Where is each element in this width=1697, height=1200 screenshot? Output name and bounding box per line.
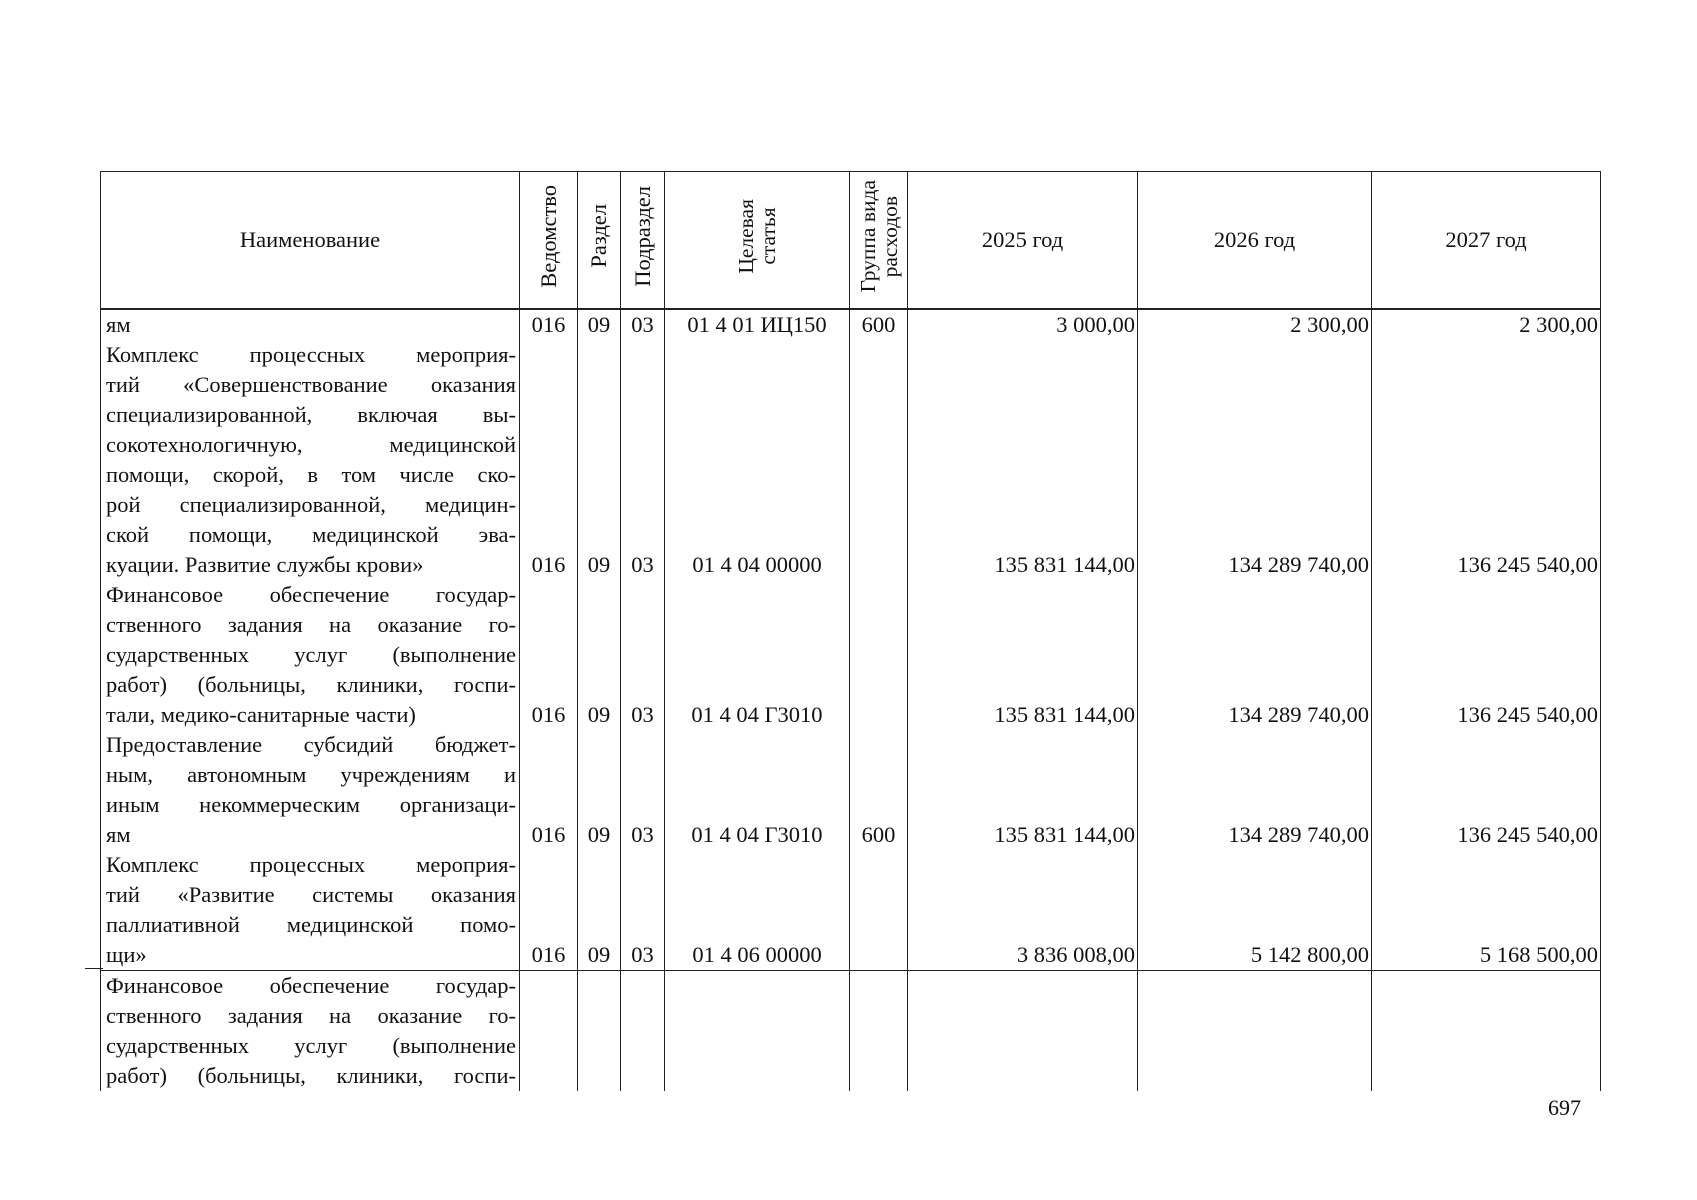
header-section-label: Раздел — [586, 204, 611, 268]
row-2026: 134 289 740,00 — [1138, 730, 1372, 850]
row-2025: 135 831 144,00 — [908, 730, 1138, 850]
row-name-line: помощи, скорой, в том числе ско- — [106, 462, 516, 487]
row-section: 09 — [578, 850, 621, 971]
header-2025: 2025 год — [908, 172, 1138, 310]
row-name-line: щи» — [106, 942, 147, 967]
row-2027: 136 245 540,00 — [1372, 340, 1601, 580]
table-row-continued — [101, 971, 1601, 1092]
row-2025: 3 000,00 — [908, 309, 1138, 340]
row-name-line: работ) (больницы, клиники, госпи- — [106, 1063, 516, 1088]
row-2026: 5 142 800,00 — [1138, 850, 1372, 971]
table-row — [101, 730, 1601, 850]
row-dept: 016 — [520, 850, 578, 971]
row-target: 01 4 04 Г3010 — [665, 580, 850, 730]
row-2025: 3 836 008,00 — [908, 850, 1138, 971]
row-name-line: тий «Развитие системы оказания — [106, 882, 516, 907]
row-name-line: Предоставление субсидий бюджет- — [106, 732, 516, 757]
row-name — [101, 309, 520, 340]
header-target-label — [735, 199, 779, 274]
header-subsection-label: Подраздел — [629, 185, 655, 287]
row-subsection: 03 — [621, 340, 665, 580]
header-2027: 2027 год — [1372, 172, 1601, 310]
row-name-line: ственного задания на оказание го- — [106, 612, 516, 637]
row-name-line: тий «Совершенствование оказания — [106, 372, 516, 397]
row-name — [101, 850, 520, 971]
row-name-line: специализированной, включая вы- — [106, 402, 516, 427]
header-dept-label: Ведомство — [535, 184, 561, 288]
row-2026: 134 289 740,00 — [1138, 340, 1372, 580]
row-name-line: ям — [106, 822, 131, 847]
row-group: 600 — [850, 730, 908, 850]
row-name-line: ям — [106, 312, 131, 337]
header-2026: 2026 год — [1138, 172, 1372, 310]
row-group — [850, 850, 908, 971]
row-name-line: Комплекс процессных мероприя- — [106, 852, 516, 877]
row-group — [850, 340, 908, 580]
row-name-line: ской помощи, медицинской эва- — [106, 522, 516, 547]
row-target: 01 4 06 00000 — [665, 850, 850, 971]
row-name-line: ственного задания на оказание го- — [106, 1003, 516, 1028]
table-header-row — [101, 172, 1601, 310]
header-group — [850, 172, 908, 310]
row-dept: 016 — [520, 340, 578, 580]
row-subsection: 03 — [621, 580, 665, 730]
header-name: Наименование — [101, 172, 520, 310]
row-2026 — [1138, 971, 1372, 1092]
row-target — [665, 971, 850, 1092]
row-dept: 016 — [520, 309, 578, 340]
row-target: 01 4 04 Г3010 — [665, 730, 850, 850]
row-section: 09 — [578, 340, 621, 580]
header-section — [578, 172, 621, 310]
row-2027 — [1372, 971, 1601, 1092]
row-name-line: тали, медико-санитарные части) — [106, 702, 416, 727]
row-subsection: 03 — [621, 850, 665, 971]
row-2027: 5 168 500,00 — [1372, 850, 1601, 971]
table-row — [101, 340, 1601, 580]
row-name — [101, 730, 520, 850]
row-name — [101, 580, 520, 730]
row-group — [850, 580, 908, 730]
table-row — [101, 309, 1601, 340]
row-subsection: 03 — [621, 309, 665, 340]
row-name — [101, 971, 520, 1092]
header-target-line2: статья — [756, 207, 780, 265]
row-section: 09 — [578, 580, 621, 730]
row-target: 01 4 04 00000 — [665, 340, 850, 580]
header-group-label — [857, 180, 901, 292]
row-dept: 016 — [520, 580, 578, 730]
header-group-line1: Группа вида — [855, 179, 880, 293]
row-name-line: сударственных услуг (выполнение — [106, 1033, 516, 1058]
row-target: 01 4 01 ИЦ150 — [665, 309, 850, 340]
table-body — [101, 309, 1601, 1091]
row-name-line: рой специализированной, медицин- — [106, 492, 516, 517]
table-row — [101, 850, 1601, 971]
budget-table — [100, 171, 1601, 1091]
table-row — [101, 580, 1601, 730]
row-2026: 2 300,00 — [1138, 309, 1372, 340]
header-dept — [520, 172, 578, 310]
row-section: 09 — [578, 730, 621, 850]
row-2027: 2 300,00 — [1372, 309, 1601, 340]
row-name-line: куации. Развитие службы крови» — [106, 552, 424, 577]
row-name-line: Финансовое обеспечение государ- — [106, 973, 516, 998]
row-name-line: паллиативной медицинской помо- — [106, 912, 516, 937]
row-2027: 136 245 540,00 — [1372, 730, 1601, 850]
page-number: 697 — [1548, 1095, 1581, 1120]
row-name-line: ным, автономным учреждениям и — [106, 762, 516, 787]
row-dept: 016 — [520, 730, 578, 850]
row-dept — [520, 971, 578, 1092]
row-subsection — [621, 971, 665, 1092]
row-group: 600 — [850, 309, 908, 340]
row-name-line: сударственных услуг (выполнение — [106, 642, 516, 667]
row-name-line: Финансовое обеспечение государ- — [106, 582, 516, 607]
row-subsection: 03 — [621, 730, 665, 850]
row-2025: 135 831 144,00 — [908, 580, 1138, 730]
row-group — [850, 971, 908, 1092]
row-2025: 135 831 144,00 — [908, 340, 1138, 580]
header-group-line2: расходов — [877, 195, 902, 277]
row-2027: 136 245 540,00 — [1372, 580, 1601, 730]
row-section: 09 — [578, 309, 621, 340]
row-name-line: работ) (больницы, клиники, госпи- — [106, 672, 516, 697]
header-target-line1: Целевая — [734, 198, 758, 274]
row-2025 — [908, 971, 1138, 1092]
header-subsection — [621, 172, 665, 310]
header-target — [665, 172, 850, 310]
row-section — [578, 971, 621, 1092]
row-name-line: сокотехнологичную, медицинской — [106, 432, 516, 457]
row-name-line: Комплекс процессных мероприя- — [106, 342, 516, 367]
row-name — [101, 340, 520, 580]
row-2026: 134 289 740,00 — [1138, 580, 1372, 730]
row-name-line: иным некоммерческим организаци- — [106, 792, 516, 817]
